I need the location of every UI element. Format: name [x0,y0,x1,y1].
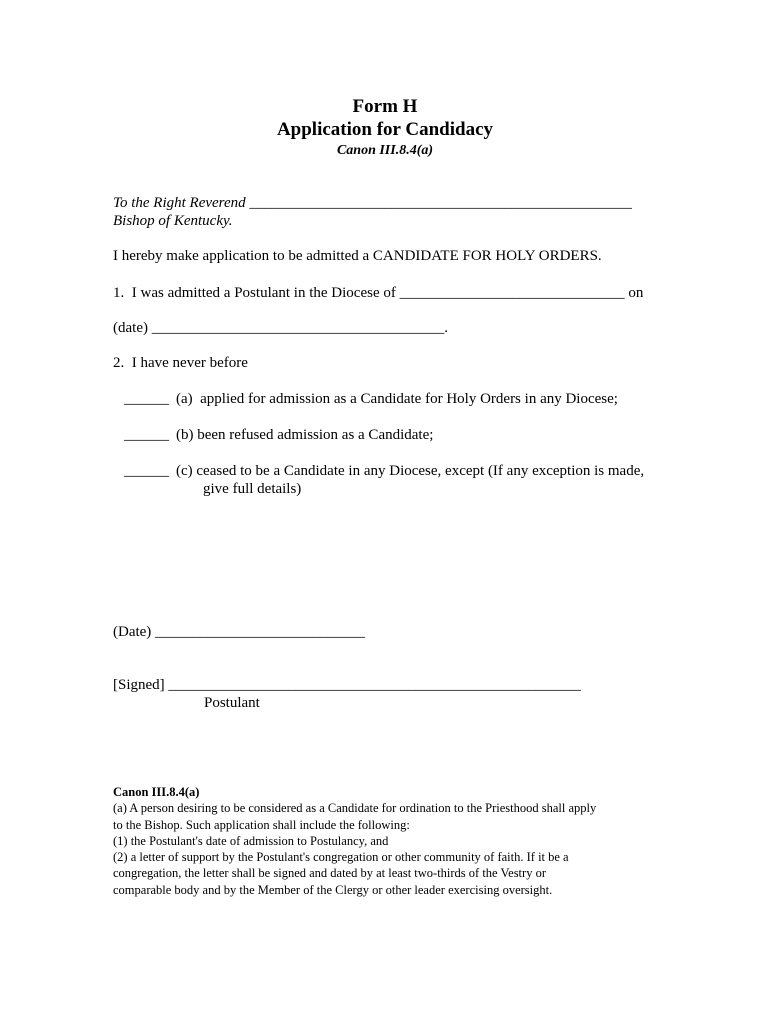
canon-note-line: congregation, the letter shall be signed and dated by at least two-thirds of the Vestry or [113,866,546,880]
canon-note-line: (a) A person desiring to be considered as a Candidate for ordination to the Priesthood shall apply [113,801,597,815]
bishop-line: Bishop of Kentucky. [113,213,233,229]
postulant-diocese-line: 1. I was admitted a Postulant in the Diocese of ______________________________ on [113,285,644,301]
canon-note-line: (2) a letter of support by the Postulant's congregation or other community of faith. If it be a [113,850,569,864]
option-a-blank[interactable]: ______ [124,391,169,407]
canon-note-line: (1) the Postulant's date of admission to Postulancy, and [113,834,389,848]
application-title: Application for Candidacy [276,119,494,140]
postulant-date-line: (date) _______________________________________. [113,320,448,336]
option-c-blank[interactable]: ______ [124,463,169,479]
date-signature-line[interactable]: (Date) ____________________________ [113,624,366,640]
postulant-label: Postulant [204,695,260,711]
option-b-text: (b) been refused admission as a Candidate; [176,427,434,443]
form-title: Form H [352,96,418,117]
canon-note-line: comparable body and by the Member of the Clergy or other leader exercising oversight. [113,883,553,897]
never-before-intro: 2. I have never before [113,355,248,371]
option-c-text: (c) ceased to be a Candidate in any Diocese, except (If any exception is made, [176,463,645,479]
addressee-line: To the Right Reverend ___________________________________________________ [113,195,632,211]
canon-reference: Canon III.8.4(a) [336,143,434,158]
option-c-continuation: give full details) [203,481,302,497]
option-a-text: (a) applied for admission as a Candidate for Holy Orders in any Diocese; [176,391,618,407]
option-b-blank[interactable]: ______ [124,427,169,443]
signed-line[interactable]: [Signed] _______________________________________________________ [113,677,581,693]
application-statement: I hereby make application to be admitted a CANDIDATE FOR HOLY ORDERS. [113,248,602,264]
canon-note-heading: Canon III.8.4(a) [113,785,200,799]
canon-note-line: to the Bishop. Such application shall include the following: [113,818,410,832]
